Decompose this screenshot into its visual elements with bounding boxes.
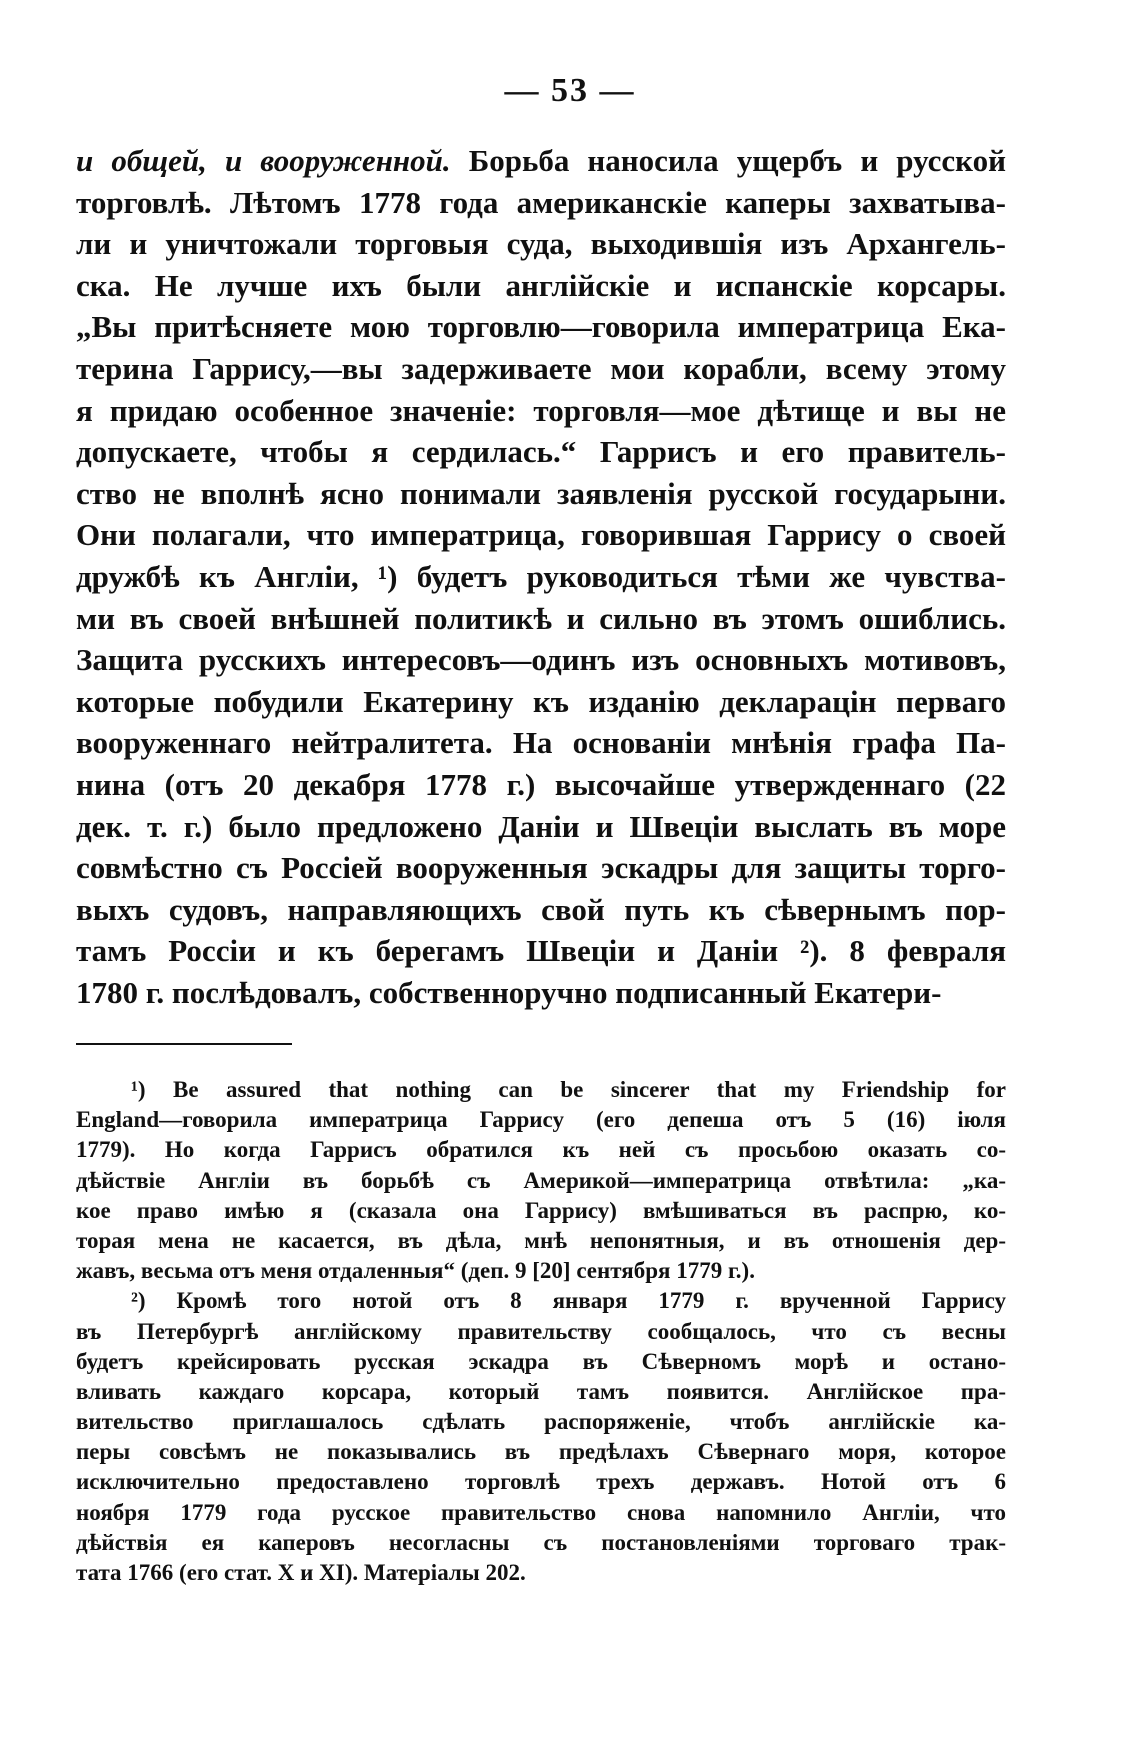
line-text: тамъ Россіи и къ берегамъ Швеціи и Даніи ²). 8 февраля bbox=[76, 933, 1006, 969]
line-text: 1780 г. послѣдовалъ, собственноручно подписанный Екатери- bbox=[76, 974, 942, 1010]
text-line bbox=[76, 473, 1006, 515]
footnote-line: вительство приглашалось сдѣлать распоряженіе, чтобъ англійскіе ка- bbox=[76, 1409, 1006, 1435]
line-text: вооруженнаго нейтралитета. На основаніи мнѣнія графа Па- bbox=[76, 725, 1006, 761]
line-text: допускаете, чтобы я сердилась.“ Гаррисъ и его правитель- bbox=[76, 434, 1006, 470]
line-text: Защита русскихъ интересовъ—одинъ изъ основныхъ мотивовъ, bbox=[76, 642, 1006, 678]
line-text: ска. Не лучше ихъ были англійскіе и испанскіе корсары. bbox=[76, 267, 1006, 303]
text-line bbox=[76, 265, 1006, 307]
footnote-line: дѣйствіе Англіи въ борьбѣ съ Америкой—императрица отвѣтила: „ка- bbox=[76, 1167, 1006, 1193]
text-line bbox=[76, 681, 1006, 723]
text-line bbox=[76, 223, 1006, 265]
line-text: ли и уничтожали торговыя суда, выходившія изъ Архангель- bbox=[76, 226, 1006, 262]
line-text: торговлѣ. Лѣтомъ 1778 года американскіе каперы захватыва- bbox=[76, 184, 1006, 220]
line-text: Борьба наносила ущербъ и русской bbox=[450, 143, 1006, 178]
page-number: — 53 — bbox=[504, 72, 636, 109]
line-text: нина (отъ 20 декабря 1778 г.) высочайше утвержденнаго (22 bbox=[76, 766, 1006, 802]
text-line bbox=[76, 514, 1006, 556]
line-text: совмѣстно съ Россіей вооруженныя эскадры для защиты торго- bbox=[76, 850, 1006, 886]
text-line bbox=[76, 306, 1006, 348]
footnote-line: кое право имѣю я (сказала она Гаррису) вмѣшиваться въ распрю, ко- bbox=[76, 1197, 1006, 1223]
main-text bbox=[76, 140, 1006, 1013]
line-text: дек. т. г.) было предложено Даніи и Швеціи выслать въ море bbox=[76, 808, 1006, 844]
text-line bbox=[76, 140, 1006, 182]
text-line bbox=[76, 930, 1006, 972]
text-line bbox=[76, 806, 1006, 848]
text-line bbox=[76, 639, 1006, 681]
footnote-line: будетъ крейсировать русская эскадра въ Сѣверномъ морѣ и остано- bbox=[76, 1348, 1006, 1374]
footnote-line: вливать каждаго корсара, который тамъ появится. Англійское пра- bbox=[76, 1378, 1006, 1404]
text-line bbox=[76, 722, 1006, 764]
text-line bbox=[76, 889, 1006, 931]
footnote-line: перы совсѣмъ не показывались въ предѣлахъ Сѣвернаго моря, которое bbox=[76, 1439, 1006, 1465]
text-line bbox=[76, 598, 1006, 640]
footnote-line: жавъ, весьма отъ меня отдаленныя“ (деп. 9 [20] сентября 1779 г.). bbox=[76, 1258, 755, 1284]
footnote-line: дѣйствія ея каперовъ несогласны съ постановленіями торговаго трак- bbox=[76, 1529, 1006, 1555]
text-line bbox=[76, 390, 1006, 432]
text-line bbox=[76, 556, 1006, 598]
line-text: ство не вполнѣ ясно понимали заявленія русской государыни. bbox=[76, 475, 1006, 511]
line-text: „Вы притѣсняете мою торговлю—говорила императрица Ека- bbox=[76, 309, 1006, 345]
footnote-divider bbox=[76, 1043, 292, 1045]
footnote-line: ²) Кромѣ того нотой отъ 8 января 1779 г. врученной Гаррису bbox=[131, 1288, 1006, 1314]
footnote-line: исключительно предоставлено торговлѣ трехъ державъ. Нотой отъ 6 bbox=[76, 1469, 1006, 1495]
footnote-line: England—говорила императрица Гаррису (его депеша отъ 5 (16) іюля bbox=[76, 1107, 1006, 1133]
footnotes bbox=[76, 1075, 1006, 1588]
footnote-line: тата 1766 (его стат. X и XI). Матеріалы 202. bbox=[76, 1560, 526, 1585]
line-text: дружбѣ къ Англіи, ¹) будетъ руководиться тѣми же чувства- bbox=[76, 558, 1006, 594]
text-line bbox=[76, 182, 1006, 224]
line-text: терина Гаррису,—вы задерживаете мои корабли, всему этому bbox=[76, 350, 1006, 386]
footnote-line: торая мена не касается, въ дѣла, мнѣ непонятныя, и въ отношенія дер- bbox=[76, 1227, 1006, 1253]
line-text: Они полагали, что императрица, говорившая Гаррису о своей bbox=[76, 517, 1006, 553]
footnote-line: ¹) Be assured that nothing can be sincerer that my Friendship for bbox=[131, 1077, 1006, 1102]
text-line bbox=[76, 764, 1006, 806]
footnote-line: ноября 1779 года русское правительство снова напомнило Англіи, что bbox=[76, 1499, 1006, 1525]
text-line bbox=[76, 847, 1006, 889]
footnote-line: 1779). Но когда Гаррисъ обратился къ ней съ просьбою оказать со- bbox=[76, 1137, 1006, 1163]
text-line bbox=[76, 972, 1006, 1014]
text-line bbox=[76, 431, 1006, 473]
line-text: которые побудили Екатерину къ изданію декларацін перваго bbox=[76, 683, 1006, 719]
italic-text: и общей, и вооруженной. bbox=[76, 143, 451, 178]
line-text: я придаю особенное значеніе: торговля—мое дѣтище и вы не bbox=[76, 392, 1006, 428]
text-line bbox=[76, 348, 1006, 390]
line-text: ми въ своей внѣшней политикѣ и сильно въ этомъ ошиблись. bbox=[76, 600, 1006, 636]
footnote-line: въ Петербургѣ англійскому правительству сообщалось, что съ весны bbox=[76, 1318, 1006, 1344]
line-text: выхъ судовъ, направляющихъ свой путь къ сѣвернымъ пор- bbox=[76, 891, 1006, 927]
